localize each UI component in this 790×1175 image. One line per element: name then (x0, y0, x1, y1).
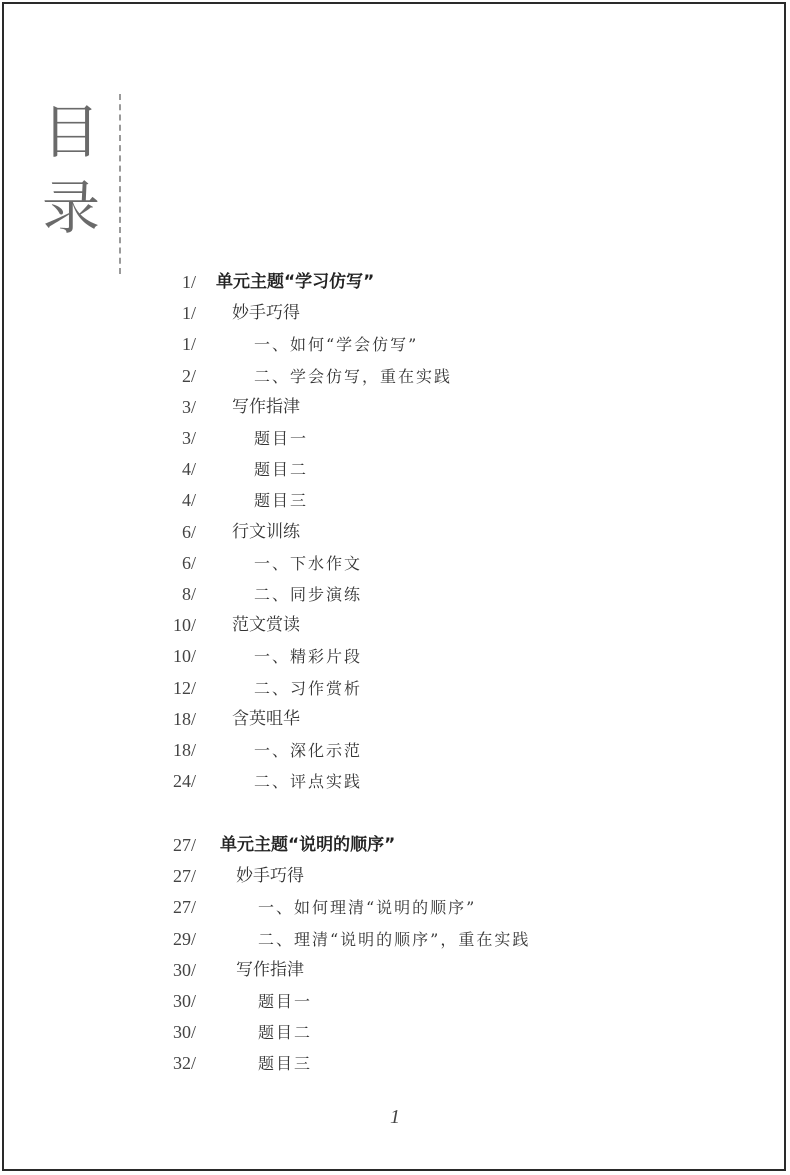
toc-page-number: 1/ (181, 272, 196, 292)
heading-char-lu: 录 (42, 174, 101, 242)
toc-page-number: 18/ (172, 708, 196, 729)
toc-page-number: 27/ (172, 835, 196, 855)
toc-section-title: 含英咀华 (232, 708, 300, 729)
toc-page-number: 6/ (181, 521, 196, 542)
toc-page-number: 4/ (181, 490, 196, 511)
toc-entry[interactable] (0, 423, 790, 454)
toc-section-title: 范文赏读 (232, 615, 300, 636)
toc-page-number: 1/ (181, 334, 196, 355)
toc-heading (42, 94, 114, 246)
toc-subsection-title: 二、习作赏析 (254, 678, 363, 698)
toc-subsection-title: 二、评点实践 (254, 772, 363, 792)
toc-page-number: 27/ (172, 897, 196, 918)
toc-section-title: 写作指津 (232, 396, 300, 417)
toc-subsection-title: 一、深化示范 (254, 741, 363, 760)
toc-page-number: 4/ (181, 459, 196, 480)
toc-subsection-title: 一、下水作文 (254, 553, 363, 573)
toc-page-number: 27/ (172, 866, 196, 887)
toc-unit-title: 单元主题“说明的顺序” (220, 835, 396, 855)
toc-entry[interactable] (0, 735, 790, 766)
toc-entry[interactable] (0, 704, 790, 735)
toc-subsection-title: 一、如何理清“说明的顺序” (258, 898, 477, 918)
toc-entry[interactable] (0, 392, 790, 423)
toc-section-title: 写作指津 (236, 959, 304, 980)
toc-entry[interactable] (0, 986, 790, 1017)
toc-section-title: 行文训练 (232, 521, 300, 542)
toc-page-number: 18/ (172, 740, 196, 760)
toc-subsection-title: 二、学会仿写，重在实践 (254, 366, 453, 386)
toc-subsection-title: 二、同步演练 (254, 585, 363, 604)
toc-page-number: 1/ (181, 303, 196, 324)
toc-entry[interactable] (0, 298, 790, 329)
toc-page-number: 3/ (181, 396, 196, 417)
toc-page-number: 2/ (181, 365, 196, 386)
toc-page-number: 8/ (181, 584, 196, 604)
toc-page-number: 6/ (181, 552, 196, 573)
toc-page-number: 30/ (172, 959, 196, 980)
toc-subsection-title: 题目二 (254, 460, 309, 480)
toc-section-title: 妙手巧得 (232, 303, 300, 324)
toc-subsection-title: 题目三 (258, 1054, 313, 1074)
toc-page-number: 30/ (172, 991, 196, 1011)
toc-entry[interactable] (0, 861, 790, 892)
toc-page-number: 3/ (181, 428, 196, 448)
toc-page-number: 32/ (172, 1053, 196, 1074)
toc-page-number: 12/ (172, 677, 196, 698)
toc-subsection-title: 二、理清“说明的顺序”，重在实践 (258, 929, 531, 949)
dashed-divider (119, 94, 121, 274)
toc-entry[interactable] (0, 579, 790, 610)
toc-entry[interactable] (0, 892, 790, 923)
toc-page-number: 29/ (172, 928, 196, 949)
heading-char-mu: 目 (42, 98, 101, 166)
toc-page-number: 10/ (172, 646, 196, 667)
toc-entry[interactable] (0, 1017, 790, 1048)
toc-subsection-title: 题目一 (254, 429, 309, 448)
toc-entry[interactable] (0, 454, 790, 485)
toc-subsection-title: 题目二 (258, 1023, 313, 1043)
toc-entry[interactable] (0, 766, 790, 797)
toc-page-number: 24/ (172, 771, 196, 792)
toc-entry[interactable] (0, 673, 790, 704)
toc-subsection-title: 题目三 (254, 491, 309, 511)
toc-entry[interactable] (0, 641, 790, 672)
toc-section-title: 妙手巧得 (236, 866, 304, 887)
toc-entry[interactable] (0, 517, 790, 548)
toc-entry[interactable] (0, 955, 790, 986)
toc-subsection-title: 一、如何“学会仿写” (254, 335, 419, 355)
toc-subsection-title: 题目一 (258, 992, 313, 1011)
toc-page-number: 10/ (172, 615, 196, 636)
toc-entry[interactable] (0, 361, 790, 392)
toc-page-number: 30/ (172, 1022, 196, 1043)
toc-entry[interactable] (0, 830, 790, 861)
toc-subsection-title: 一、精彩片段 (254, 647, 363, 667)
toc-entry[interactable] (0, 610, 790, 641)
page-number: 1 (390, 1106, 400, 1128)
toc-unit-title: 单元主题“学习仿写” (216, 272, 375, 292)
toc-entry[interactable] (0, 267, 790, 298)
toc-entry[interactable] (0, 924, 790, 955)
toc-entry[interactable] (0, 329, 790, 360)
toc-entry[interactable] (0, 1048, 790, 1079)
toc-entry[interactable] (0, 548, 790, 579)
toc-entry[interactable] (0, 485, 790, 516)
